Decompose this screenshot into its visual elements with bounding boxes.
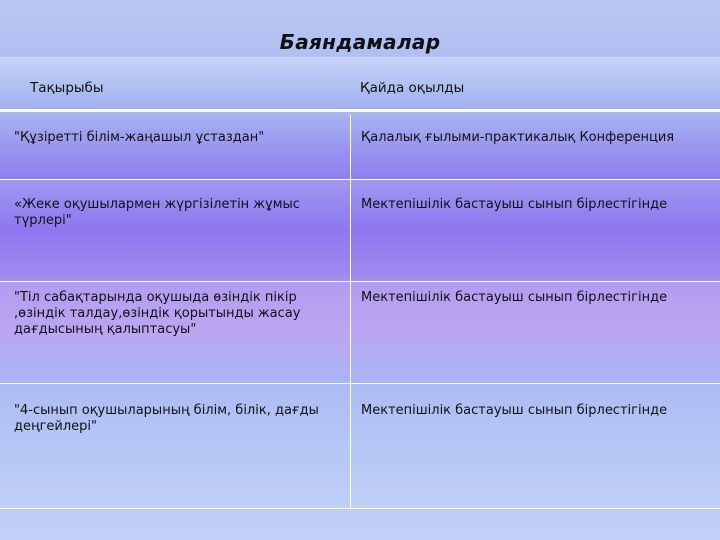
location-cell: Қалалық ғылыми-практикалық Конференция: [350, 115, 720, 179]
location-cell: Мектепішілік бастауыш сынып бірлестігінде: [350, 180, 720, 281]
header-topic: Тақырыбы: [30, 80, 104, 96]
reports-table: [0, 57, 720, 509]
location-cell: Мектепішілік бастауыш сынып бірлестігінде: [350, 384, 720, 508]
topic-cell: "Құзіретті білім-жаңашыл ұстаздан": [14, 130, 265, 145]
topic-cell: «Жеке оқушылармен жүргізілетін жұмыс түрлері": [14, 197, 300, 228]
table-header-row: [0, 57, 720, 112]
table-row: [0, 384, 720, 509]
topic-cell: "Тіл сабақтарында оқушыда өзіндік пікір ,өзіндік талдау,өзіндік қорытынды жасау дағдысының қалыптасуы": [14, 290, 301, 337]
page-title: Баяндамалар: [279, 30, 441, 54]
table-row: [0, 180, 720, 282]
table-row: [0, 282, 720, 384]
table-row: [0, 115, 720, 180]
location-cell: Мектепішілік бастауыш сынып бірлестігінде: [350, 282, 720, 383]
header-location: Қайда оқылды: [360, 80, 465, 96]
topic-cell: "4-сынып оқушыларының білім, білік, дағды деңгейлері": [14, 403, 319, 434]
